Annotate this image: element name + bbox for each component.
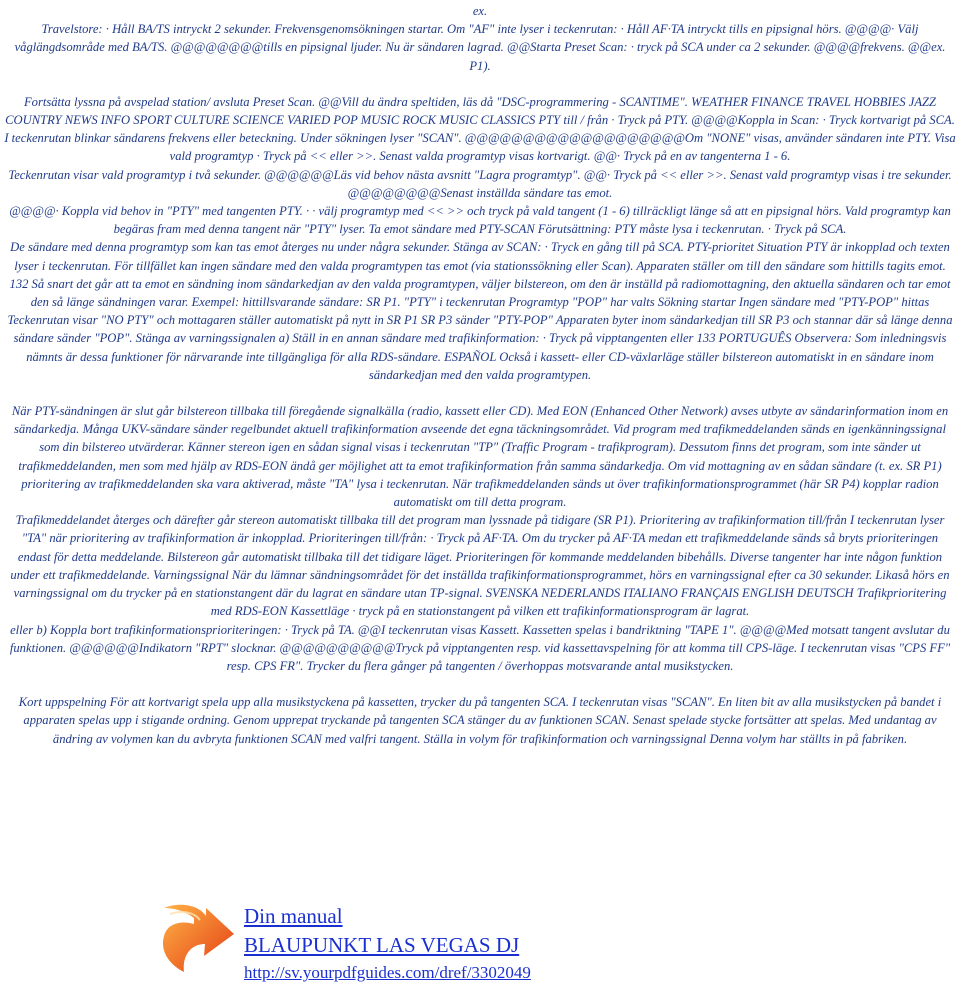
footer bbox=[158, 900, 718, 995]
manual-link[interactable]: Din manual bbox=[244, 904, 343, 928]
paragraph: Fortsätta lyssna på avspelad station/ avsluta Preset Scan. @@Vill du ändra speltiden, läs då "DSC-programmering - SCANTIME". WEATHER FINANCE TRAVEL HOBBIES JAZZ COUNTRY NEWS INFO SPORT CULTURE SCIENCE VARIED POP MUSIC ROCK MUSIC CLASSICS PTY till / från · Tryck på PTY. @@@@Koppla in Scan: · Tryck kortvarigt på SCA. I teckenrutan blinkar sändarens frekvens eller beteckning. Under sökningen lyser "SCAN". @@@@@@@@@@@@@@@@@@@Om "NONE" visas, använder sändaren inte PTY. Visa vald programtyp · Tryck på << eller >>. Senast valda programtyp visas kortvarigt. @@· Tryck på en av tangenterna 1 - 6. bbox=[4, 94, 956, 164]
paragraph: Kort uppspelning För att kortvarigt spela upp alla musikstyckena på kassetten, trycker du på tangenten SCA. I teckenrutan visas "SCAN". En liten bit av alla musikstycken på bandet i apparaten spelas upp i stigande ordning. Genom upprepat tryckande på tangenten SCA stänger du av funktionen SCAN. Senast spelade stycke fortsätter att spelas. Med undantag av ändring av volymen kan du avbryta funktionen SCAN med valfri tangent. Ställa in volym för trafikinformation och varningssignal Denna volym har ställts in på fabriken. bbox=[18, 695, 942, 746]
paragraph-gap bbox=[4, 675, 956, 693]
product-link[interactable]: BLAUPUNKT LAS VEGAS DJ bbox=[244, 933, 520, 957]
document-body bbox=[4, 2, 956, 748]
paragraph: eller b) Koppla bort trafikinformationsprioriteringen: · Tryck på TA. @@I teckenrutan visas Kassett. Kassetten spelas i bandriktning "TAPE 1". @@@@Med motsatt tangent avslutar du funktionen. @@@@@@Indikatorn "RPT" slocknar. @@@@@@@@@@Tryck på vipptangenten resp. vid kassettavspelning för att komma till CPS-läge. I teckenrutan visas "CPS FF" resp. CPS FR". Trycker du flera gånger på tangenten / överhoppas motsvarande antal musikstycken. bbox=[9, 622, 951, 673]
paragraph-gap bbox=[4, 75, 956, 93]
manual-links bbox=[244, 902, 531, 986]
url-link[interactable]: http://sv.yourpdfguides.com/dref/3302049 bbox=[244, 963, 531, 982]
arrow-logo-icon bbox=[158, 900, 238, 978]
paragraph: Travelstore: · Håll BA/TS intryckt 2 sekunder. Frekvensgenomsökningen startar. Om "AF" inte lyser i teckenrutan: · Håll AF·TA intryckt tills en pipsignal hörs. @@@@· Välj våglängdsområde med BA/TS. @@@@@@@@tills en pipsignal ljuder. Nu är sändaren lagrad. @@Starta Preset Scan: · tryck på SCA under ca 2 sekunder. @@@@frekvens. @@ex. P1). bbox=[14, 22, 946, 73]
paragraph: Trafikmeddelandet återges och därefter går stereon automatiskt tillbaka till det program man lyssnade på tidigare (SR P1). Prioritering av trafikinformation till/från I teckenrutan lyser "TA" när prioritering av trafikinformation är inkopplad. Prioriteringen till/från: · Tryck på AF·TA. Om du trycker på AF·TA medan ett trafikmeddelande sänds så bryts prioriteringen endast för detta meddelande. Bilstereon går automatiskt tillbaka till det tidigare läget. Prioriteringen för kommande meddelanden bibehålls. Diverse tangenter har inte någon funktion under ett trafikmeddelande. Varningssignal När du lämnar sändningsområdet för det inställda trafikinformationsprogrammet, hörs en varningssignal efter ca 30 sekunder. Likaså hörs en varningssignal om du trycker på en stationstangent där du lagrat en sändare utan TP-signal. SVENSKA NEDERLANDS ITALIANO FRANÇAIS ENGLISH DEUTSCH Trafikprioritering med RDS-EON Kassettläge · tryck på en stationstangent på vilken ett trafikinformationsprogram är lagrat. bbox=[10, 513, 950, 619]
paragraph-gap bbox=[4, 384, 956, 402]
paragraph: @@@@· Koppla vid behov in "PTY" med tangenten PTY. · · välj programtyp med << >> och tryck på vald tangent (1 - 6) tillräckligt länge så att en pipsignal hörs. Vald programtyp kan begäras fram med denna tangent när "PTY" lyser. Ta emot sändare med PTY-SCAN Förutsättning: PTY måste lysa i teckenrutan. · Tryck på SCA. bbox=[9, 204, 951, 237]
paragraph: De sändare med denna programtyp som kan tas emot återges nu under några sekunder. Stänga av SCAN: · Tryck en gång till på SCA. PTY-prioritet Situation PTY är inkopplad och texten lyser i teckenrutan. För tillfället kan ingen sändare med den valda programtypen tas emot (via stationssökning eller Scan). Apparaten ställer om till den sändare som hittills tagits emot. 132 Så snart det går att ta emot en sändning inom sändarkedjan av den valda programtypen, väljer bilstereon, om den är inställd på radiomottagning, den aktuella sändaren och tar emot den så länge sändningen varar. Exempel: hittillsvarande sändare: SR P1. "PTY" i teckenrutan Programtyp "POP" har valts Sökning startar Ingen sändare med "PTY-POP" hittas Teckenrutan visar "NO PTY" och mottagaren ställer automatiskt på nytt in SR P1 SR P3 sänder "PTY-POP" Apparaten byter inom sändarkedjan till SR P3 och stannar där så länge denna sändare sänder "POP". Stänga av varningssignalen a) Ställ in en annan sändare med trafikinformation: · Tryck på vipptangenten eller 133 PORTUGUÊS Observera: Som inledningsvis nämnts är dessa funktioner för närvarande inte tillgängliga för alla RDS-sändare. ESPAÑOL Också i kassett- eller CD-växlarläge ställer bilstereon automatiskt in en sändare inom sändarkedjan med den valda programtypen. bbox=[7, 240, 953, 382]
paragraph: Teckenrutan visar vald programtyp i två sekunder. @@@@@@Läs vid behov nästa avsnitt "Lagra programtyp". @@· Tryck på << eller >>. Senast vald programtyp visas i tre sekunder. @@@@@@@@Senast inställda sändare tas emot. bbox=[8, 167, 952, 200]
paragraph: När PTY-sändningen är slut går bilstereon tillbaka till föregående signalkälla (radio, kassett eller CD). Med EON (Enhanced Other Network) avses utbyte av sändarinformation inom en sändarkedja. Många UKV-sändare sänder regelbundet aktuell trafikinformation avseende det egna täckningsområdet. Vid program med trafikmeddelanden sänds en igenkänningssignal som din bilstereo utvärderar. Känner stereon igen en sådan signal visas i teckenrutan "TP" (Traffic Program - trafikprogram). Dessutom finns det program, som inte sänder ut trafikmeddelanden, men som med hjälp av RDS-EON ändå ger möjlighet att ta emot trafikinformation från samma sändarkedja. Om vid mottagning av en sådan sändare (t. ex. SR P1) prioritering av trafikmeddelanden ska vara aktiverad, måste "TA" lysa i teckenrutan. När trafikmeddelanden sänds ut över trafikinformationsprogrammet (här SR P4) kopplar radion automatiskt om till detta program. bbox=[11, 404, 949, 510]
paragraph: ex. bbox=[472, 4, 488, 18]
